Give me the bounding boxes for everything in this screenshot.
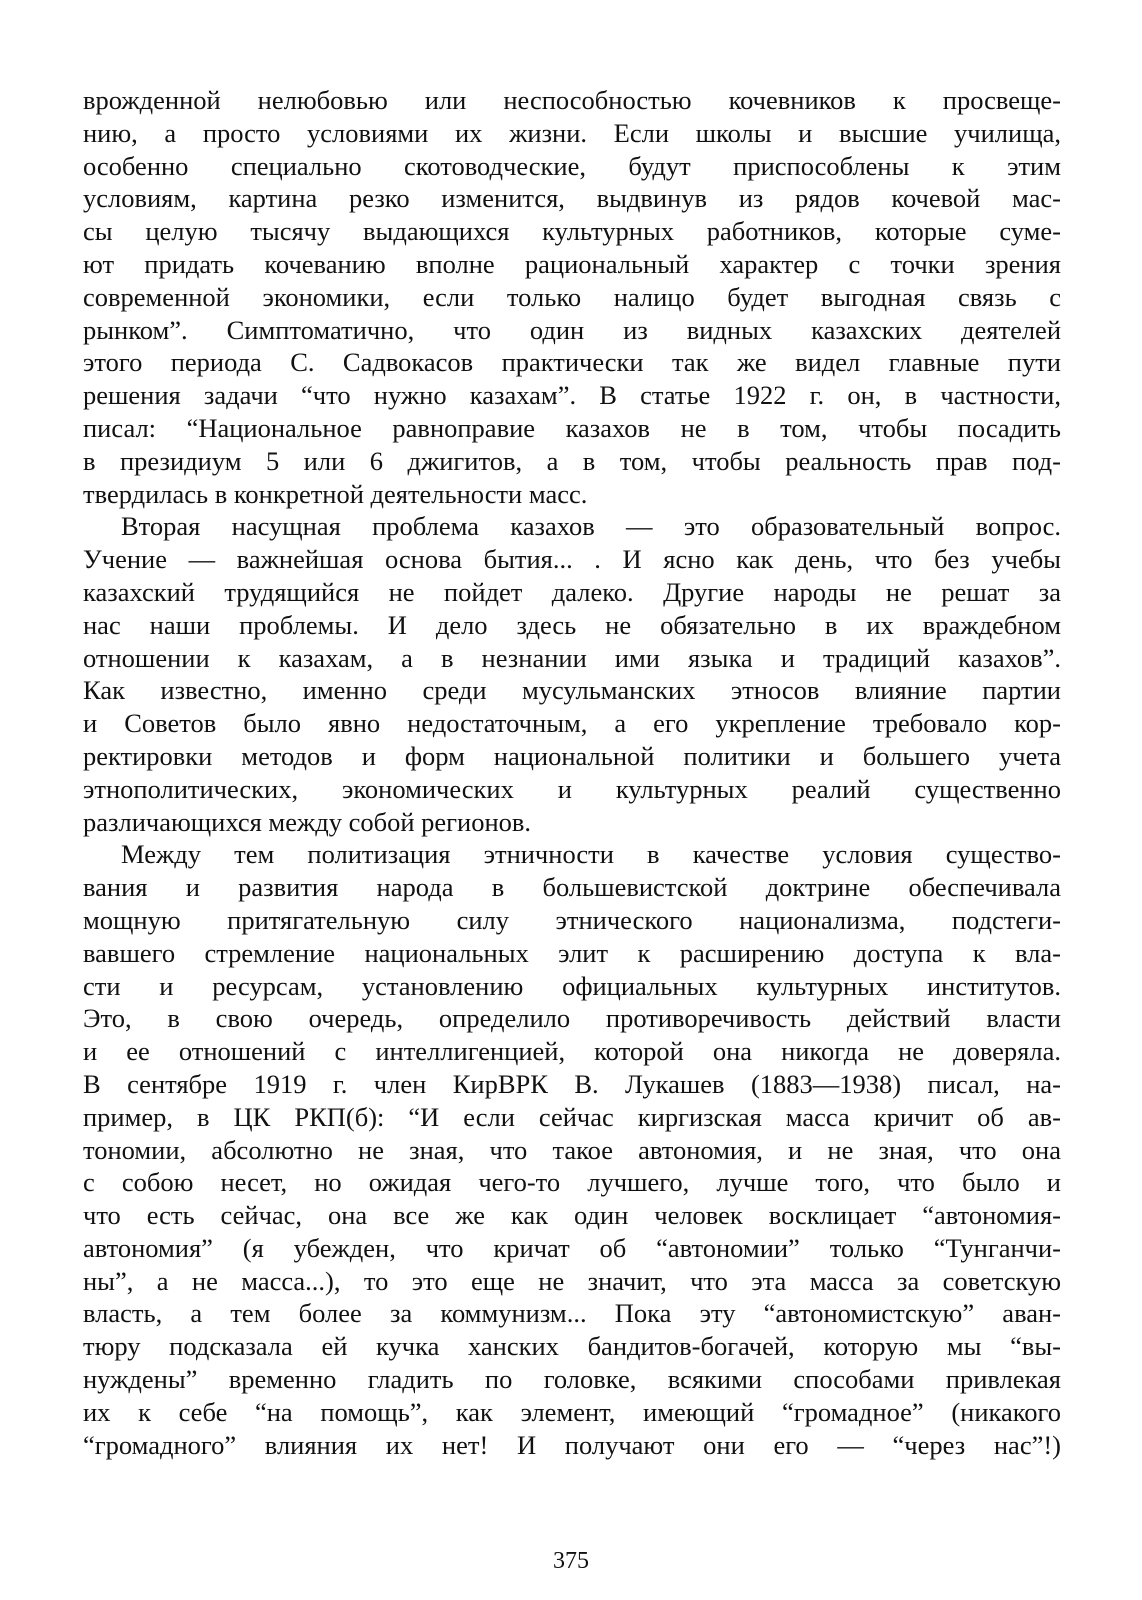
text-line: и Советов было явно недостаточным, а его укрепление требовало кор-	[83, 708, 1061, 739]
text-line: тономии, абсолютно не зная, что такое автономия, и не зная, что она	[83, 1134, 1061, 1165]
text-line: этого периода С. Садвокасов практически так же видел главные пути	[83, 347, 1061, 378]
text-line: вавшего стремление национальных элит к расширению доступа к вла-	[83, 937, 1061, 968]
text-line: ны”, а не масса...), то это еще не значит, что эта масса за советскую	[83, 1265, 1061, 1296]
text-line: Учение — важнейшая основа бытия... . И ясно как день, что без учебы	[83, 544, 1061, 575]
text-line: этнополитических, экономических и культурных реалий существенно	[83, 773, 1061, 804]
text-line: и ее отношений с интеллигенцией, которой она никогда не доверяла.	[83, 1036, 1061, 1067]
text-line: казахский трудящийся не пойдет далеко. Другие народы не решат за	[83, 576, 1061, 607]
text-line: Вторая насущная проблема казахов — это образовательный вопрос.	[121, 511, 1061, 542]
text-line: сти и ресурсам, установлению официальных культурных институтов.	[83, 970, 1061, 1001]
text-line: писал: “Национальное равноправие казахов не в том, чтобы посадить	[83, 412, 1061, 443]
page-number: 375	[553, 1548, 589, 1574]
text-line: что есть сейчас, она все же как один человек восклицает “автономия-	[83, 1200, 1061, 1231]
text-line: мощную притягательную силу этнического национализма, подстеги-	[83, 904, 1061, 935]
text-line: рынком”. Симптоматично, что один из видных казахских деятелей	[83, 314, 1061, 345]
text-line: В сентябре 1919 г. член КирВРК В. Лукашев (1883—1938) писал, на-	[83, 1068, 1061, 1099]
text-line: вания и развития народа в большевистской доктрине обеспечивала	[83, 872, 1061, 903]
paragraph	[83, 838, 1061, 1461]
text-line: ректировки методов и форм национальной политики и большего учета	[83, 740, 1061, 771]
text-line: ют придать кочеванию вполне рациональный характер с точки зрения	[83, 248, 1061, 279]
text-line: “громадного” влияния их нет! И получают они его — “через нас”!)	[83, 1429, 1061, 1460]
text-line: нию, а просто условиями их жизни. Если школы и высшие училища,	[83, 117, 1061, 148]
text-line: пример, в ЦК РКП(б): “И если сейчас киргизская масса кричит об ав-	[83, 1101, 1061, 1132]
paragraph	[83, 510, 1061, 838]
text-line: сы целую тысячу выдающихся культурных работников, которые суме-	[83, 216, 1061, 247]
text-line: нуждены” временно гладить по головке, всякими способами привлекая	[83, 1364, 1061, 1395]
text-line: различающихся между собой регионов.	[83, 806, 532, 837]
text-line: современной экономики, если только налицо будет выгодная связь с	[83, 281, 1061, 312]
text-line: автономия” (я убежден, что кричат об “автономии” только “Тунганчи-	[83, 1232, 1061, 1263]
text-line: с собою несет, но ожидая чего-то лучшего, лучше того, что было и	[83, 1167, 1061, 1198]
text-line: решения задачи “что нужно казахам”. В статье 1922 г. он, в частности,	[83, 380, 1061, 411]
text-line: тюру подсказала ей кучка ханских бандитов-богачей, которую мы “вы-	[83, 1331, 1061, 1362]
text-line: их к себе “на помощь”, как элемент, имеющий “громадное” (никакого	[83, 1396, 1061, 1427]
text-line: Это, в свою очередь, определило противоречивость действий власти	[83, 1003, 1061, 1034]
text-line: особенно специально скотоводческие, будут приспособлены к этим	[83, 150, 1061, 181]
text-line: Между тем политизация этничности в качестве условия существо-	[121, 839, 1061, 870]
text-line: власть, а тем более за коммунизм... Пока эту “автономистскую” аван-	[83, 1298, 1061, 1329]
body-text	[83, 84, 1061, 1461]
paragraph	[83, 84, 1061, 510]
text-line: отношении к казахам, а в незнании ими языка и традиций казахов”.	[83, 642, 1061, 673]
text-line: условиям, картина резко изменится, выдвинув из рядов кочевой мас-	[83, 183, 1061, 214]
text-line: врожденной нелюбовью или неспособностью кочевников к просвеще-	[83, 85, 1061, 115]
text-line: твердилась в конкретной деятельности масс.	[83, 478, 588, 509]
text-line: Как известно, именно среди мусульманских этносов влияние партии	[83, 675, 1061, 706]
text-line: нас наши проблемы. И дело здесь не обязательно в их враждебном	[83, 609, 1061, 640]
text-line: в президиум 5 или 6 джигитов, а в том, чтобы реальность прав под-	[83, 445, 1061, 476]
